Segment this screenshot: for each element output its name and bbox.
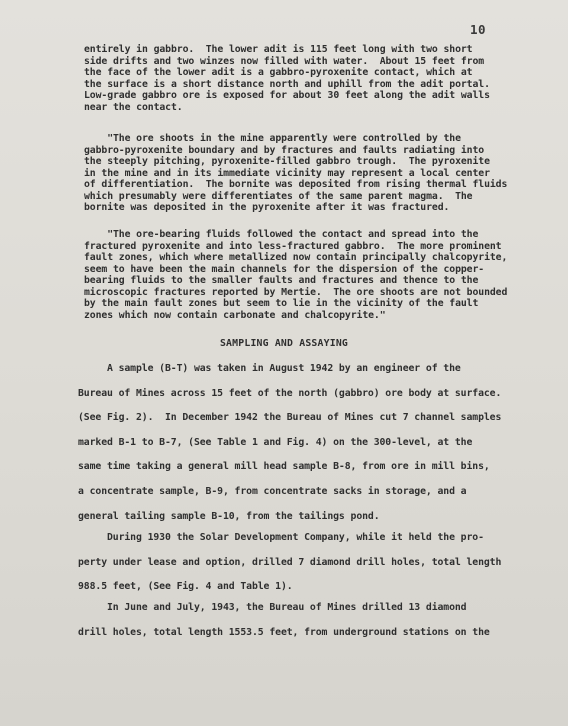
paragraph-solar-development-drilling: During 1930 the Solar Development Company, while it held the pro- perty under lease and option, drilled 7 diamond drill holes, total length 988.5 feet, (See Fig. 4 and Table 1). xyxy=(78,532,502,593)
paragraph-sampling: A sample (B-T) was taken in August 1942 by an engineer of the Bureau of Mines across 15 feet of the north (gabbro) ore body at surface. (See Fig. 2). In December 1942 the Bureau of Mines cut 7 channel samples marked B-1 to B-7, (See Table 1 and Fig. 4) on the 300-level, at the same time taking a general mill head sample B-8, from ore in mill bins, a concentrate sample, B-9, from concentrate sacks in storage, and a general tailing sample B-10, from the tailings pond. xyxy=(78,363,502,522)
paragraph-ore-bearing-fluids-quote: "The ore-bearing fluids followed the contact and spread into the fractured pyroxenite and into less-fractured gabbro. The more prominent fault zones, which where metallized now contain principally chalcopyrite, seem to have been the main channels for the dispersion of the copper- bearing fluids to the smaller faults and fractures and thence to the microscopic fractures reported by Mertie. The ore shoots are not bounded by the main fault zones but seem to lie in the vicinity of the fault zones which now contain carbonate and chalcopyrite." xyxy=(84,229,508,321)
paragraph-ore-shoots-quote: "The ore shoots in the mine apparently were controlled by the gabbro-pyroxenite boundary and by fractures and faults radiating into the steeply pitching, pyroxenite-filled gabbro trough. The pyroxenite in the mine and in its immediate vicinity may represent a local center of differentiation. The bornite was deposited from rising thermal fluids which presumably were differentiates of the same parent magma. The bornite was deposited in the pyroxenite after it was fractured. xyxy=(84,133,508,213)
section-heading: SAMPLING AND ASSAYING xyxy=(219,338,349,349)
paragraph-bureau-drilling: In June and July, 1943, the Bureau of Mines drilled 13 diamond drill holes, total length 1553.5 feet, from underground stations on the xyxy=(78,602,490,638)
page-number: 10 xyxy=(470,22,487,37)
paragraph-lower-adit: entirely in gabbro. The lower adit is 115 feet long with two short side drifts and two winzes now filled with water. About 15 feet from the face of the lower adit is a gabbro-pyroxenite contact, which at the surface is a short distance north and uphill from the adit portal. Low-grade gabbro ore is exposed for about 30 feet along the adit walls near the contact. xyxy=(84,44,490,113)
